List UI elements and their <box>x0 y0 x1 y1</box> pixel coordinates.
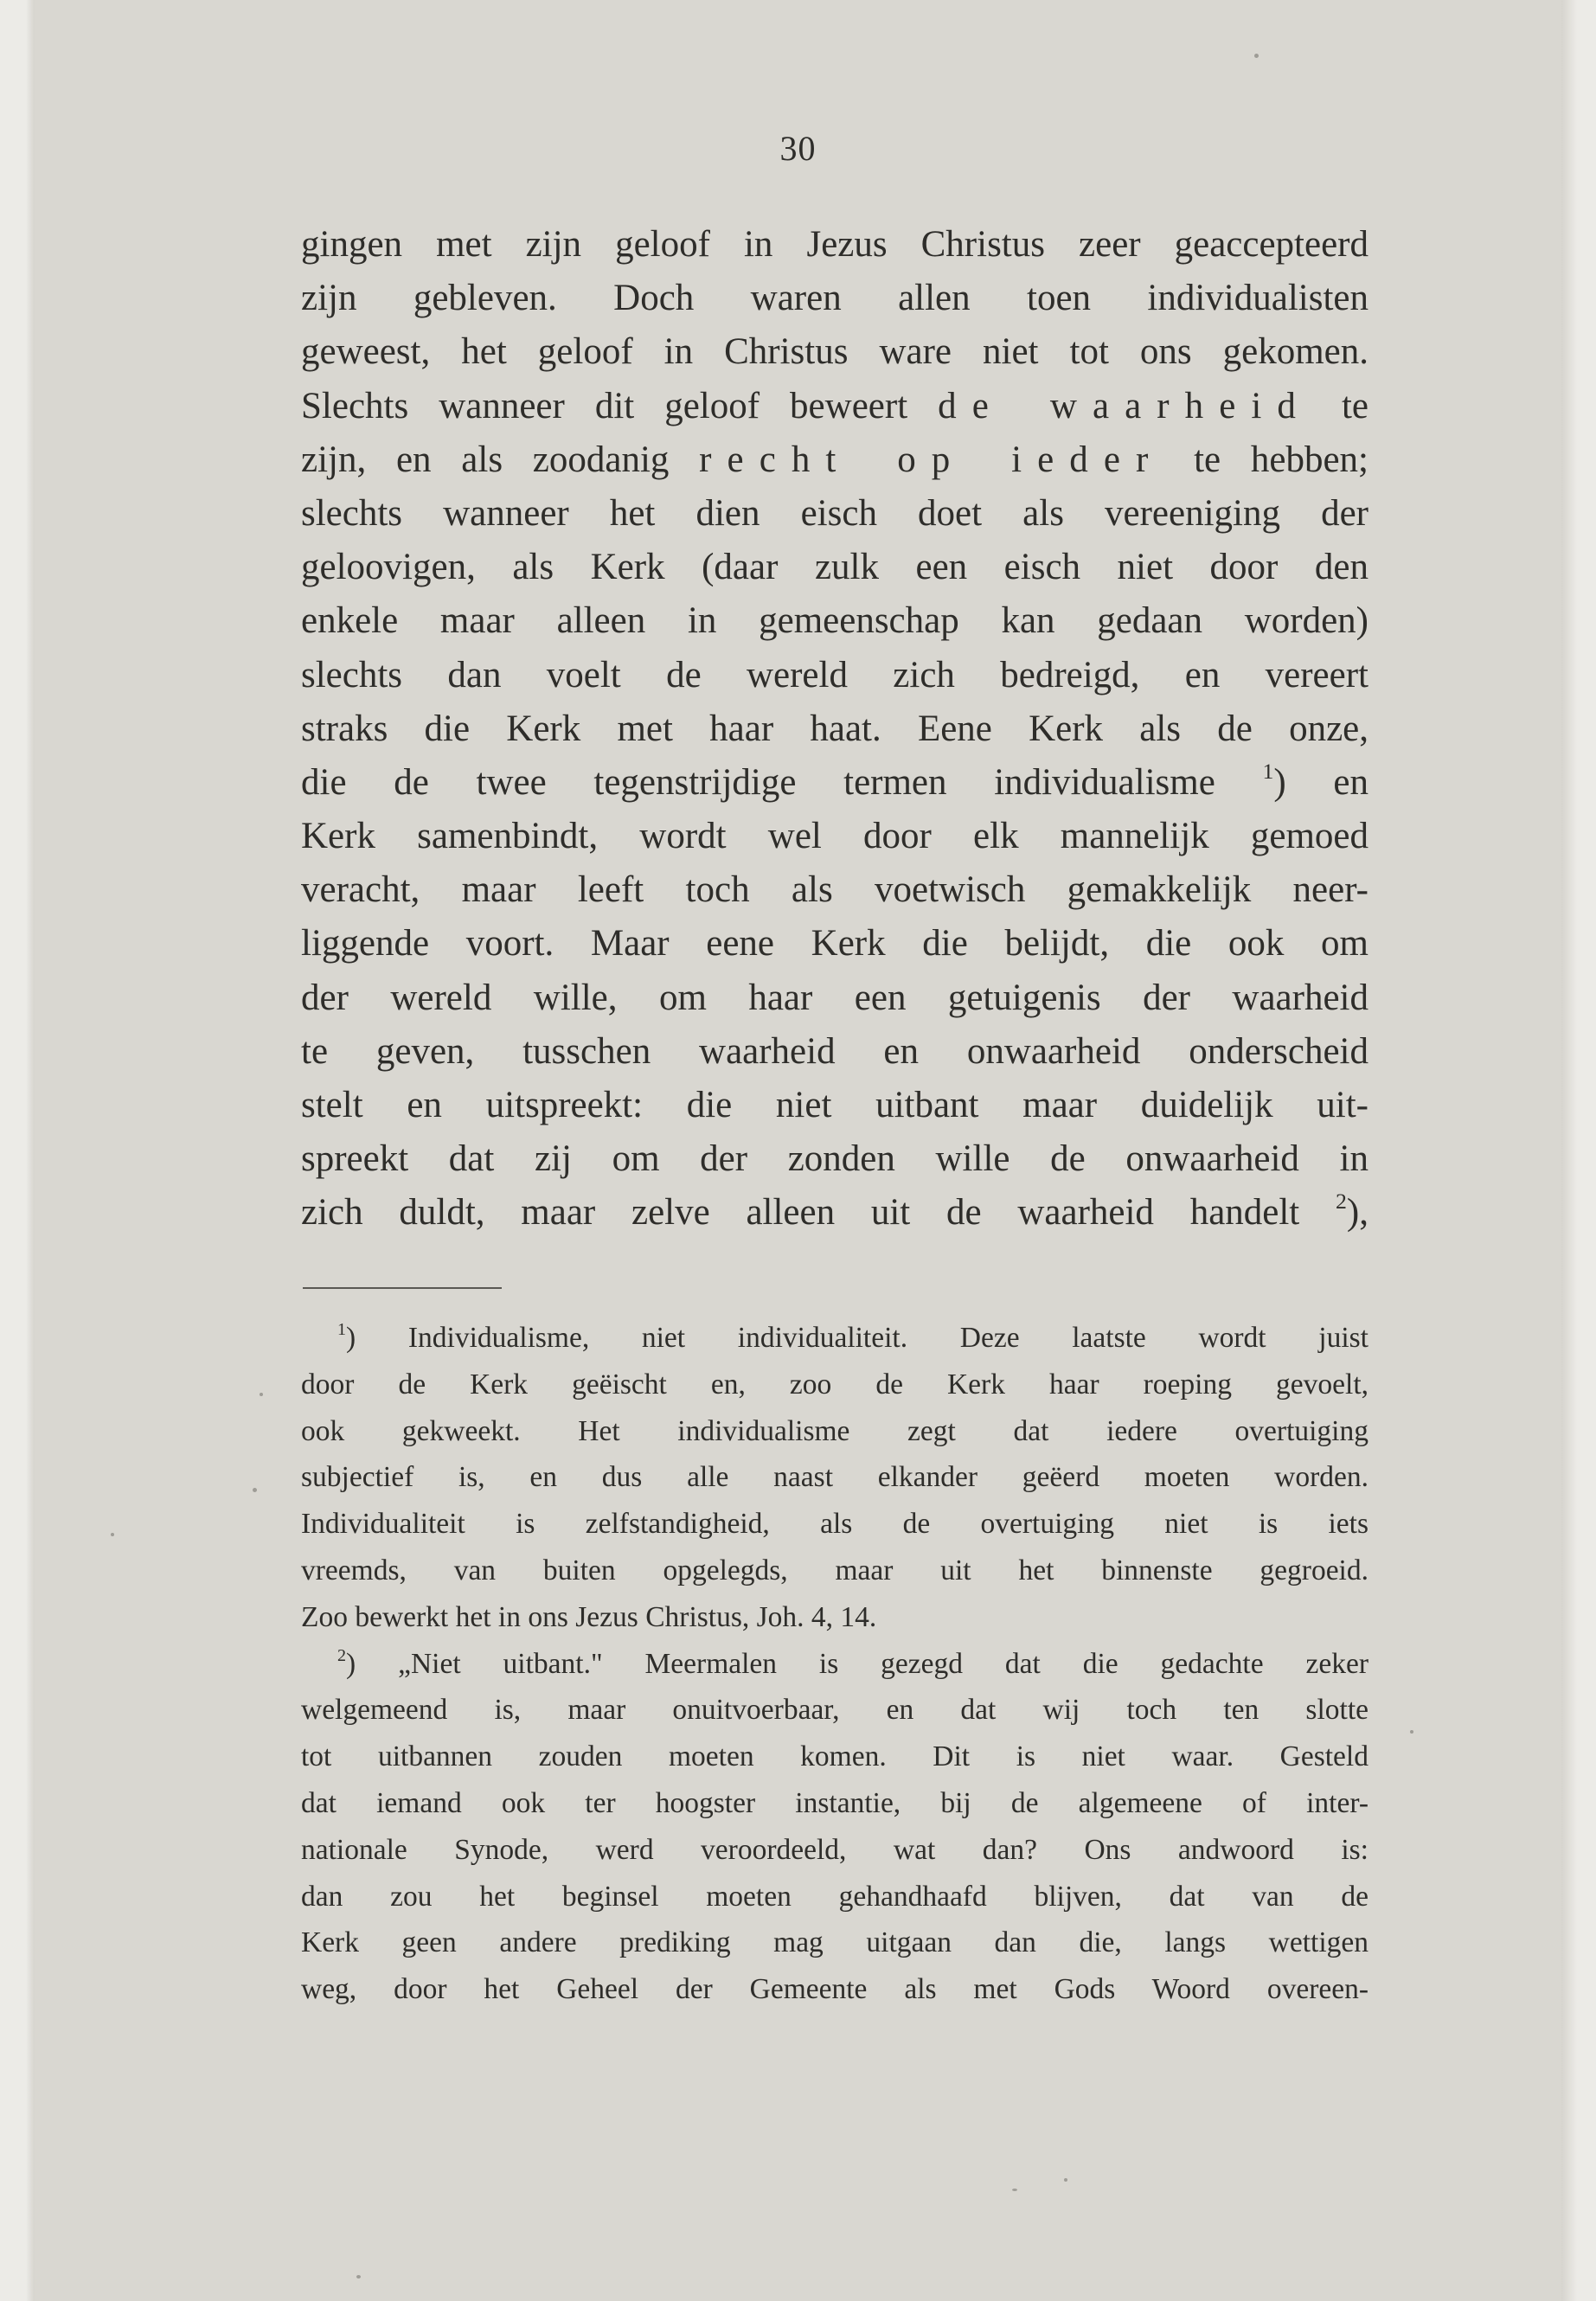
emphasis-spaced: de waarheid <box>938 385 1311 426</box>
body-line: veracht, maar leeft toch als voetwisch gemakkelijk neer- <box>301 869 1368 911</box>
footnote-marker: 2 <box>1336 1189 1347 1215</box>
body-line: spreekt dat zij om der zonden wille de onwaarheid in <box>301 1138 1368 1180</box>
footnote-line: dan zou het beginsel moeten gehandhaafd blijven, dat van de <box>301 1880 1368 1913</box>
footnotes <box>301 1315 1368 2013</box>
footnote-line: welgemeend is, maar onuitvoerbaar, en dat wij toch ten slotte <box>301 1694 1368 1727</box>
footnote-line: $^1$) Individualisme, niet individualiteit. Deze laatste wordt juist <box>337 1319 1368 1354</box>
body-line: zijn, en als zoodanig recht op ieder te hebben; <box>301 439 1368 480</box>
footnote-line: Zoo bewerkt het in ons Jezus Christus, Joh. 4, 14. <box>301 1600 877 1633</box>
body-line: zich duldt, maar zelve alleen uit de waarheid handelt $^2$), <box>301 1189 1368 1234</box>
page-number: 30 <box>779 129 817 168</box>
body-line: die de twee tegenstrijdige termen individualisme $^1$) en <box>301 758 1368 803</box>
body-line: slechts dan voelt de wereld zich bedreigd, en vereert <box>301 654 1368 695</box>
scan-speck <box>111 1533 114 1536</box>
body-line: enkele maar alleen in gemeenschap kan gedaan worden) <box>301 600 1368 642</box>
footnote-marker: 1 <box>337 1319 347 1339</box>
footnote-line: ook gekweekt. Het individualisme zegt dat iedere overtuiging <box>301 1414 1368 1447</box>
body-line: geweest, het geloof in Christus ware niet tot ons gekomen. <box>301 331 1368 373</box>
body-line: stelt en uitspreekt: die niet uitbant maar duidelijk uit- <box>301 1085 1368 1125</box>
body-line: zijn gebleven. Doch waren allen toen individualisten <box>301 278 1368 319</box>
footnote-line: dat iemand ook ter hoogster instantie, bij de algemeene of inter- <box>301 1786 1368 1819</box>
body-line: slechts wanneer het dien eisch doet als vereeniging der <box>301 492 1368 534</box>
footnote-line: tot uitbannen zouden moeten komen. Dit is niet waar. Gesteld <box>301 1740 1368 1773</box>
scan-speck <box>260 1393 263 1396</box>
footnote-line: nationale Synode, werd veroordeeld, wat dan? Ons andwoord is: <box>301 1833 1368 1866</box>
footnote-line: vreemds, van buiten opgelegds, maar uit het binnenste gegroeid. <box>301 1554 1368 1586</box>
scan-speck <box>1012 2189 1017 2191</box>
body-line: te geven, tusschen waarheid en onwaarheid onderscheid <box>301 1030 1368 1072</box>
body-line: Kerk samenbindt, wordt wel door elk mannelijk gemoed <box>301 816 1368 857</box>
scan-speck <box>1064 2178 1067 2182</box>
body-text <box>301 218 1368 1240</box>
scan-speck <box>356 2275 361 2279</box>
scan-margin-left <box>0 0 35 2301</box>
footnote-line: subjectief is, en dus alle naast elkander geëerd moeten worden. <box>301 1461 1368 1494</box>
footnote-line: Individualiteit is zelfstandigheid, als de overtuiging niet is iets <box>301 1508 1368 1541</box>
body-line: der wereld wille, om haar een getuigenis der waarheid <box>301 977 1368 1018</box>
body-line: geloovigen, als Kerk (daar zulk een eisch niet door den <box>301 547 1368 588</box>
scan-speck <box>253 1488 257 1492</box>
footnote-line: $^2$) „Niet uitbant." Meermalen is gezegd dat die gedachte zeker <box>337 1645 1368 1680</box>
body-line: gingen met zijn geloof in Jezus Christus zeer geaccepteerd <box>301 224 1368 265</box>
footnote-marker: 2 <box>337 1645 347 1665</box>
scan-speck <box>1254 54 1259 58</box>
scan-margin-right <box>1561 0 1596 2301</box>
footnote-line: weg, door het Geheel der Gemeente als met Gods Woord overeen- <box>301 1973 1368 2006</box>
body-line: Slechts wanneer dit geloof beweert de waarheid te <box>301 385 1368 426</box>
footnote-marker: 1 <box>1262 758 1274 784</box>
emphasis-spaced: recht op ieder <box>699 439 1164 480</box>
body-line: liggende voort. Maar eene Kerk die belijdt, die ook om <box>301 923 1368 965</box>
footnote-divider <box>303 1287 502 1289</box>
scan-speck <box>1410 1730 1413 1734</box>
body-line: straks die Kerk met haar haat. Eene Kerk als de onze, <box>301 708 1368 749</box>
footnote-line: Kerk geen andere prediking mag uitgaan dan die, langs wettigen <box>301 1926 1368 1959</box>
footnote-line: door de Kerk geëischt en, zoo de Kerk haar roeping gevoelt, <box>301 1368 1368 1400</box>
